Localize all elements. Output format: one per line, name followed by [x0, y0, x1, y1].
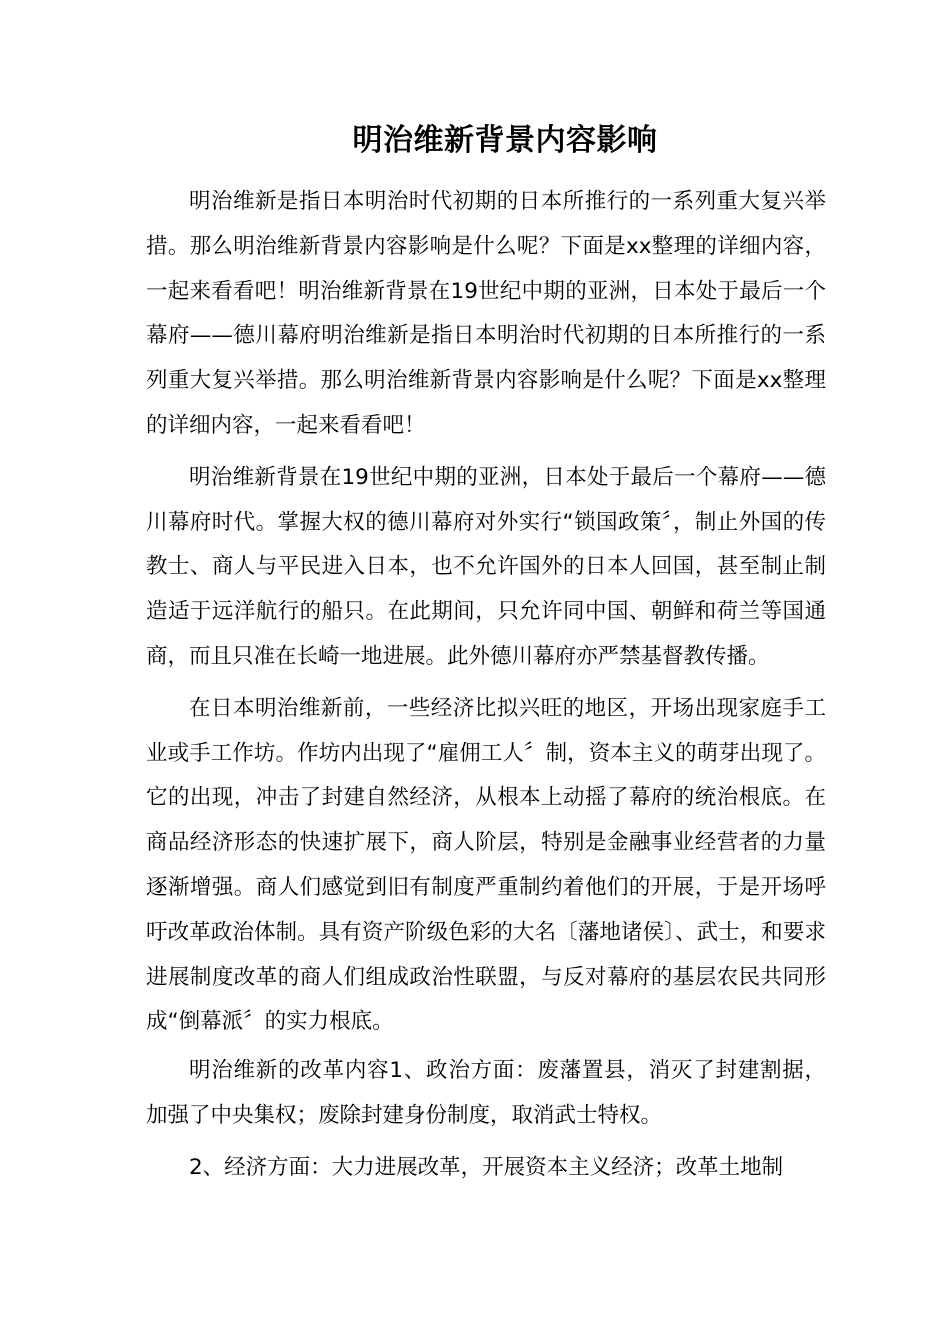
- document-title: 明治维新背景内容影响: [352, 123, 658, 158]
- paragraph-background: 明治维新背景在19世纪中期的亚洲，日本处于最后一个幕府——德川幕府时代。掌握大权的德川幕府对外实行“锁国政策〞，制止外国的传教士、商人与平民进入日本，也不允许国外的日本人回国，甚至制止制造适于远洋航行的船只。在此期间，只允许同中国、朝鲜和荷兰等国通商，而且只准在长崎一地进展。此外德川幕府亦严禁基督教传播。: [146, 464, 826, 669]
- paragraph-economy-before-restoration: 在日本明治维新前，一些经济比拟兴旺的地区，开场出现家庭手工业或手工作坊。作坊内出现了“雇佣工人〞制，资本主义的萌芽出现了。它的出现，冲击了封建自然经济，从根本上动摇了幕府的统治根底。在商品经济形态的快速扩展下，商人阶层，特别是金融事业经营者的力量逐渐增强。商人们感觉到旧有制度严重制约着他们的开展，于是开场呼吁改革政治体制。具有资产阶级色彩的大名〔藩地诸侯〕、武士，和要求进展制度改革的商人们组成政治性联盟，与反对幕府的基层农民共同形成“倒幕派〞的实力根底。: [146, 695, 826, 1035]
- paragraph-reform-politics: 明治维新的改革内容1、政治方面：废藩置县，消灭了封建割据，加强了中央集权；废除封建身份制度，取消武士特权。: [146, 1058, 826, 1128]
- paragraph-reform-economy: 2、经济方面：大力进展改革，开展资本主义经济；改革土地制: [189, 1154, 784, 1180]
- paragraph-intro: 明治维新是指日本明治时代初期的日本所推行的一系列重大复兴举措。那么明治维新背景内容影响是什么呢？下面是xx整理的详细内容，一起来看看吧！明治维新背景在19世纪中期的亚洲，日本处于最后一个幕府——德川幕府明治维新是指日本明治时代初期的日本所推行的一系列重大复兴举措。那么明治维新背景内容影响是什么呢？下面是xx整理的详细内容，一起来看看吧！: [146, 189, 826, 438]
- document-body: [146, 180, 826, 1198]
